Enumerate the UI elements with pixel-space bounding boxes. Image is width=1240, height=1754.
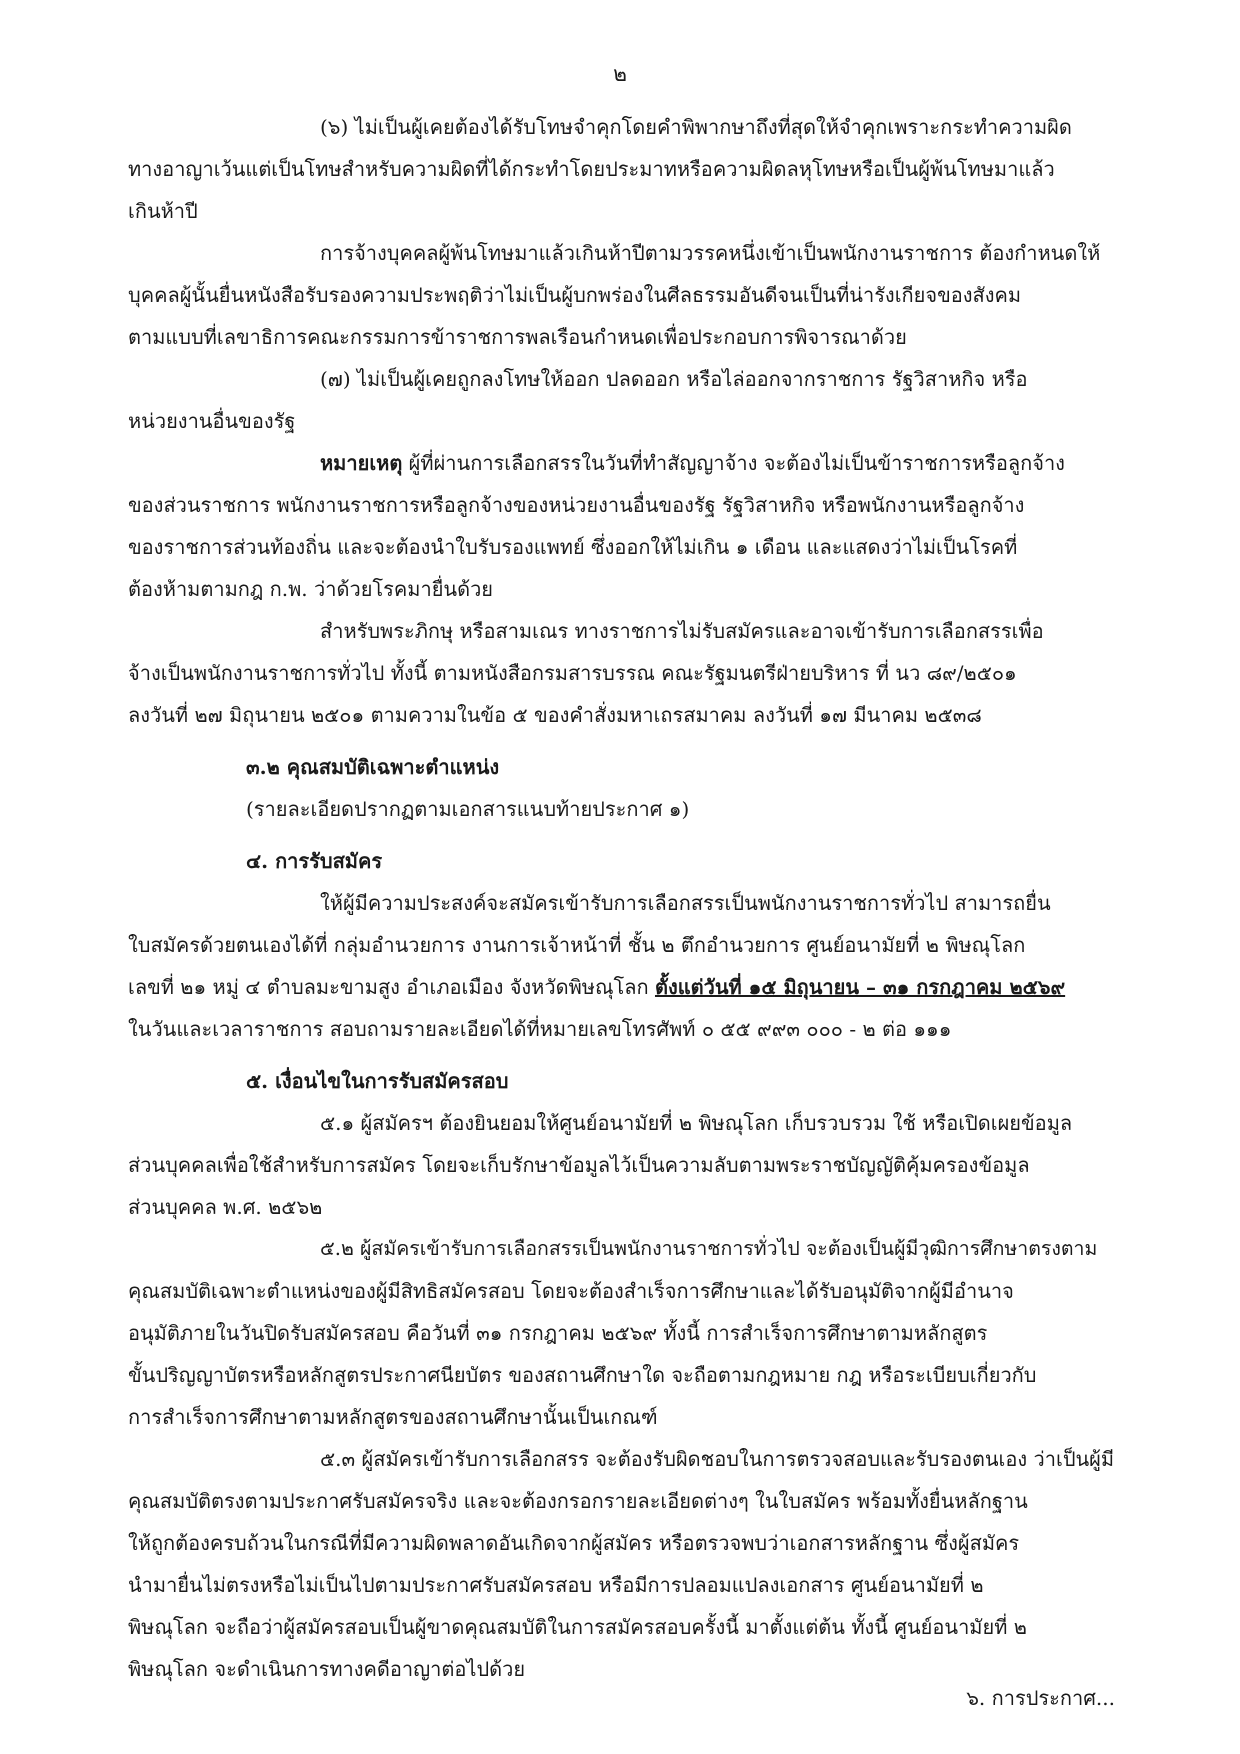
section-heading-4: ๔. การรับสมัคร xyxy=(246,849,383,873)
paragraph-line: ขั้นปริญญาบัตรหรือหลักสูตรประกาศนียบัตร ของสถานศึกษาใด จะถือตามกฎหมาย กฎ หรือระเบียบเกี่ยวกับ xyxy=(128,1363,1037,1387)
paragraph-line: นำมายื่นไม่ตรงหรือไม่เป็นไปตามประกาศรับสมัครสอบ หรือมีการปลอมแปลงเอกสาร ศูนย์อนามัยที่ ๒ xyxy=(128,1573,984,1597)
paragraph-line: ให้ถูกต้องครบถ้วนในกรณีที่มีความผิดพลาดอันเกิดจากผู้สมัคร หรือตรวจพบว่าเอกสารหลักฐาน ซึ่งผู้สมัคร xyxy=(128,1531,1020,1555)
paragraph-line: หน่วยงานอื่นของรัฐ xyxy=(128,409,296,433)
paragraph-line: ของส่วนราชการ พนักงานราชการหรือลูกจ้างของหน่วยงานอื่นของรัฐ รัฐวิสาหกิจ หรือพนักงานหรือลูกจ้าง xyxy=(128,493,1025,517)
paragraph-line: ๕.๑ ผู้สมัครฯ ต้องยินยอมให้ศูนย์อนามัยที่ ๒ พิษณุโลก เก็บรวบรวม ใช้ หรือเปิดเผยข้อมูล xyxy=(320,1111,1073,1135)
paragraph-line: ส่วนบุคคล พ.ศ. ๒๕๖๒ xyxy=(128,1195,323,1219)
paragraph-line: อนุมัติภายในวันปิดรับสมัครสอบ คือวันที่ ๓๑ กรกฎาคม ๒๕๖๙ ทั้งนี้ การสำเร็จการศึกษาตามหลักสูตร xyxy=(128,1321,988,1345)
paragraph-line: ลงวันที่ ๒๗ มิถุนายน ๒๕๐๑ ตามความในข้อ ๕ ของคำสั่งมหาเถรสมาคม ลงวันที่ ๑๗ มีนาคม ๒๕๓๘ xyxy=(128,703,982,727)
paragraph-line: การจ้างบุคคลผู้พ้นโทษมาแล้วเกินห้าปีตามวรรคหนึ่งเข้าเป็นพนักงานราชการ ต้องกำหนดให้ xyxy=(320,241,1101,265)
section-detail: (รายละเอียดปรากฏตามเอกสารแนบท้ายประกาศ ๑) xyxy=(246,797,690,821)
paragraph-line: เกินห้าปี xyxy=(128,199,198,223)
paragraph-line: (๖) ไม่เป็นผู้เคยต้องได้รับโทษจำคุกโดยคำพิพากษาถึงที่สุดให้จำคุกเพราะกระทำความผิด xyxy=(320,115,1072,139)
application-period: ตั้งแต่วันที่ ๑๕ มิถุนายน – ๓๑ กรกฎาคม ๒๕๖๙ xyxy=(654,975,1066,999)
paragraph-line: การสำเร็จการศึกษาตามหลักสูตรของสถานศึกษานั้นเป็นเกณฑ์ xyxy=(128,1405,658,1429)
section-heading-5: ๕. เงื่อนไขในการรับสมัครสอบ xyxy=(246,1069,509,1093)
paragraph-line: จ้างเป็นพนักงานราชการทั่วไป ทั้งนี้ ตามหนังสือกรมสารบรรณ คณะรัฐมนตรีฝ่ายบริหาร ที่ นว ๘๙/๒๕๐๑ xyxy=(128,661,1017,685)
paragraph-line: พิษณุโลก จะถือว่าผู้สมัครสอบเป็นผู้ขาดคุณสมบัติในการสมัครสอบครั้งนี้ มาตั้งแต่ต้น ทั้งนี้ ศูนย์อนามัยที่ ๒ xyxy=(128,1615,1027,1639)
paragraph-line: สำหรับพระภิกษุ หรือสามเณร ทางราชการไม่รับสมัครและอาจเข้ารับการเลือกสรรเพื่อ xyxy=(320,619,1044,643)
paragraph-line xyxy=(128,972,1115,1002)
paragraph-line: ตามแบบที่เลขาธิการคณะกรรมการข้าราชการพลเรือนกำหนดเพื่อประกอบการพิจารณาด้วย xyxy=(128,325,907,349)
paragraph-line: ต้องห้ามตามกฎ ก.พ. ว่าด้วยโรคมายื่นด้วย xyxy=(128,577,494,601)
section-heading-3-2: ๓.๒ คุณสมบัติเฉพาะตำแหน่ง xyxy=(246,755,500,779)
paragraph-line: คุณสมบัติเฉพาะตำแหน่งของผู้มีสิทธิสมัครสอบ โดยจะต้องสำเร็จการศึกษาและได้รับอนุมัติจากผู้มีอำนาจ xyxy=(128,1279,1014,1303)
paragraph-line: ใบสมัครด้วยตนเองได้ที่ กลุ่มอำนวยการ งานการเจ้าหน้าที่ ชั้น ๒ ตึกอำนวยการ ศูนย์อนามัยที่ ๒ พิษณุโลก xyxy=(128,933,1026,957)
address-text: เลขที่ ๒๑ หมู่ ๔ ตำบลมะขามสูง อำเภอเมือง จังหวัดพิษณุโลก xyxy=(128,975,655,999)
paragraph-line: ส่วนบุคคลเพื่อใช้สำหรับการสมัคร โดยจะเก็บรักษาข้อมูลไว้เป็นความลับตามพระราชบัญญัติคุ้มครองข้อมูล xyxy=(128,1153,1030,1177)
paragraph-line: ๕.๒ ผู้สมัครเข้ารับการเลือกสรรเป็นพนักงานราชการทั่วไป จะต้องเป็นผู้มีวุฒิการศึกษาตรงตาม xyxy=(320,1237,1098,1260)
paragraph-line: ให้ผู้มีความประสงค์จะสมัครเข้ารับการเลือกสรรเป็นพนักงานราชการทั่วไป สามารถยื่น xyxy=(320,891,1051,915)
paragraph-line: ของราชการส่วนท้องถิ่น และจะต้องนำใบรับรองแพทย์ ซึ่งออกให้ไม่เกิน ๑ เดือน และแสดงว่าไม่เป็นโรคที่ xyxy=(128,535,1018,559)
paragraph-line: คุณสมบัติตรงตามประกาศรับสมัครจริง และจะต้องกรอกรายละเอียดต่างๆ ในใบสมัคร พร้อมทั้งยื่นหลักฐาน xyxy=(128,1489,1028,1513)
note-label: หมายเหตุ xyxy=(320,451,403,475)
note-text: ผู้ที่ผ่านการเลือกสรรในวันที่ทำสัญญาจ้าง จะต้องไม่เป็นข้าราชการหรือลูกจ้าง xyxy=(402,451,1065,475)
paragraph-line: ในวันและเวลาราชการ สอบถามรายละเอียดได้ที่หมายเลขโทรศัพท์ ๐ ๕๕ ๙๙๓ ๐๐๐ - ๒ ต่อ ๑๑๑ xyxy=(128,1017,952,1041)
paragraph-line: พิษณุโลก จะดำเนินการทางคดีอาญาต่อไปด้วย xyxy=(128,1657,526,1681)
page-number: ๒ xyxy=(613,62,627,86)
paragraph-line: ๕.๓ ผู้สมัครเข้ารับการเลือกสรร จะต้องรับผิดชอบในการตรวจสอบและรับรองตนเอง ว่าเป็นผู้มี xyxy=(320,1447,1115,1471)
paragraph-line: บุคคลผู้นั้นยื่นหนังสือรับรองความประพฤติว่าไม่เป็นผู้บกพร่องในศีลธรรมอันดีจนเป็นที่น่ารังเกียจของสังคม xyxy=(128,283,1022,307)
paragraph-line: ทางอาญาเว้นแต่เป็นโทษสำหรับความผิดที่ได้กระทำโดยประมาทหรือความผิดลหุโทษหรือเป็นผู้พ้นโทษมาแล้ว xyxy=(128,157,1055,181)
note-line xyxy=(320,448,1115,478)
paragraph-line: (๗) ไม่เป็นผู้เคยถูกลงโทษให้ออก ปลดออก หรือไล่ออกจากราชการ รัฐวิสาหกิจ หรือ xyxy=(320,367,1028,391)
continuation-footer: ๖. การประกาศ... xyxy=(966,1686,1115,1710)
